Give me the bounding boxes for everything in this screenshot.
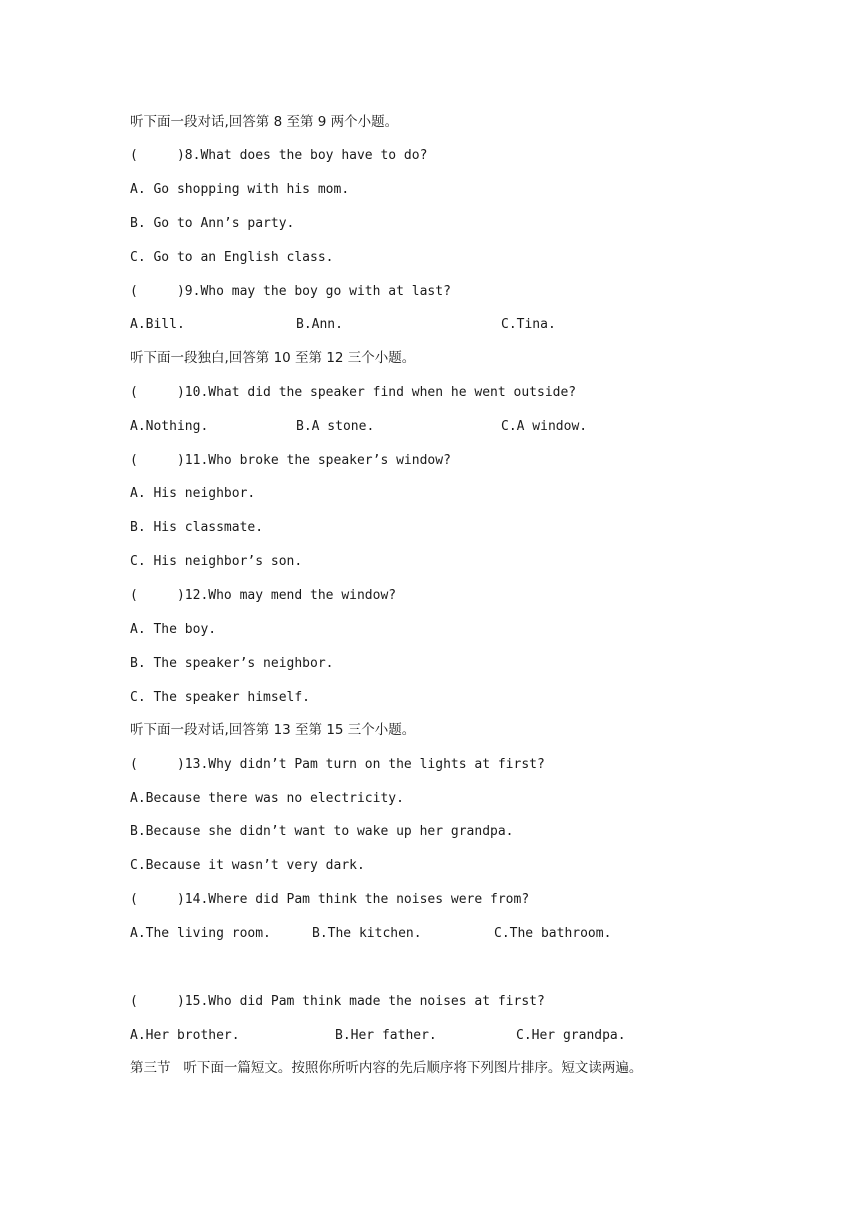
question-13-stem: ( )13.Why didn’t Pam turn on the lights at first? [130, 757, 545, 772]
question-13-option-c: C.Because it wasn’t very dark. [130, 858, 365, 873]
question-12-option-a: A. The boy. [130, 622, 217, 637]
section-heading-dialogue-8-9: 听下面一段对话,回答第 8 至第 9 两个小题。 [130, 114, 399, 130]
question-14-option-b: B.The kitchen. [312, 926, 422, 941]
question-8-option-c: C. Go to an English class. [130, 250, 334, 265]
question-13-option-b: B.Because she didn’t want to wake up her grandpa. [130, 824, 514, 839]
question-9-option-b: B.Ann. [296, 317, 343, 332]
question-15-option-b: B.Her father. [335, 1028, 437, 1043]
question-15-option-c: C.Her grandpa. [516, 1028, 626, 1043]
question-14-stem: ( )14.Where did Pam think the noises were from? [130, 892, 530, 907]
question-13-option-a: A.Because there was no electricity. [130, 791, 404, 806]
question-15-option-a: A.Her brother. [130, 1028, 240, 1043]
question-12-stem: ( )12.Who may mend the window? [130, 588, 397, 603]
question-11-option-c: C. His neighbor’s son. [130, 554, 303, 569]
question-14-option-c: C.The bathroom. [494, 926, 612, 941]
question-10-option-a: A.Nothing. [130, 419, 209, 434]
section-three-instructions: 第三节 听下面一篇短文。按照你所听内容的先后顺序将下列图片排序。短文读两遍。 [130, 1060, 643, 1076]
question-11-option-b: B. His classmate. [130, 520, 264, 535]
question-8-option-a: A. Go shopping with his mom. [130, 182, 350, 197]
question-10-option-c: C.A window. [501, 419, 588, 434]
question-10-stem: ( )10.What did the speaker find when he went outside? [130, 385, 577, 400]
question-9-option-a: A.Bill. [130, 317, 185, 332]
question-12-option-b: B. The speaker’s neighbor. [130, 656, 334, 671]
question-8-option-b: B. Go to Ann’s party. [130, 216, 295, 231]
question-8-stem: ( )8.What does the boy have to do? [130, 148, 428, 163]
question-10-option-b: B.A stone. [296, 419, 375, 434]
question-14-option-a: A.The living room. [130, 926, 271, 941]
question-12-option-c: C. The speaker himself. [130, 690, 311, 705]
section-heading-monologue-10-12: 听下面一段独白,回答第 10 至第 12 三个小题。 [130, 350, 416, 366]
question-11-stem: ( )11.Who broke the speaker’s window? [130, 453, 451, 468]
question-15-stem: ( )15.Who did Pam think made the noises at first? [130, 994, 545, 1009]
section-heading-dialogue-13-15: 听下面一段对话,回答第 13 至第 15 三个小题。 [130, 722, 416, 738]
question-9-option-c: C.Tina. [501, 317, 556, 332]
question-11-option-a: A. His neighbor. [130, 486, 256, 501]
question-9-stem: ( )9.Who may the boy go with at last? [130, 284, 451, 299]
